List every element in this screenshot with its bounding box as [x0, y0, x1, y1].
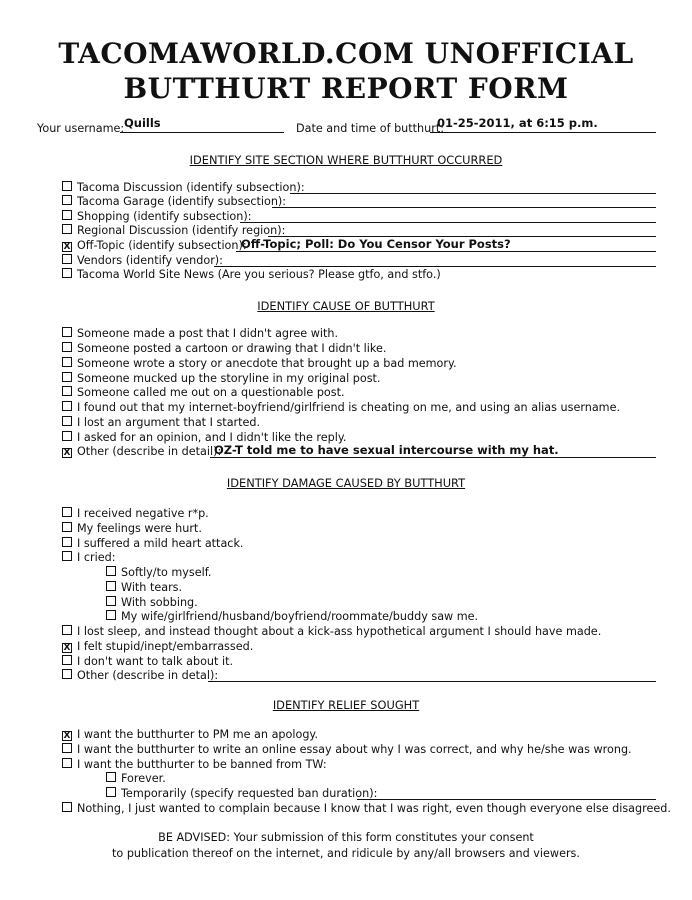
checkbox[interactable] — [62, 625, 72, 635]
checkbox[interactable] — [62, 268, 72, 278]
relief-option[interactable]: I want the butthurter to be banned from TW: — [62, 757, 658, 772]
tacoma-garage-line[interactable] — [272, 193, 656, 208]
checkbox[interactable] — [62, 758, 72, 768]
checkbox[interactable] — [62, 431, 72, 441]
checkbox[interactable] — [106, 581, 116, 591]
damage-suboption[interactable]: My wife/girlfriend/husband/boyfriend/roommate/buddy saw me. — [106, 609, 658, 624]
checkbox[interactable] — [106, 566, 116, 576]
checkbox[interactable] — [62, 522, 72, 532]
cause-option[interactable]: Someone wrote a story or anecdote that brought up a bad memory. — [62, 356, 658, 371]
checkbox[interactable] — [62, 254, 72, 264]
checkbox[interactable] — [62, 655, 72, 665]
regional-line[interactable] — [268, 222, 656, 237]
site-option-vendors[interactable]: Vendors (identify vendor): — [62, 253, 658, 268]
datetime-value: 01-25-2011, at 6:15 p.m. — [437, 116, 598, 130]
checkbox[interactable] — [62, 342, 72, 352]
damage-option[interactable]: I received negative r*p. — [62, 506, 658, 521]
site-option-shopping[interactable]: Shopping (identify subsection): — [62, 209, 658, 224]
username-value: Quills — [124, 116, 161, 130]
damage-suboption[interactable]: With sobbing. — [106, 595, 658, 610]
section-heading-site: IDENTIFY SITE SECTION WHERE BUTTHURT OCCURRED — [189, 153, 503, 167]
checkbox[interactable] — [62, 210, 72, 220]
checkbox[interactable] — [106, 596, 116, 606]
checkbox[interactable] — [106, 610, 116, 620]
advisory-line2: to publication thereof on the internet, and ridicule by any/all browsers and viewers. — [112, 847, 580, 860]
checkbox[interactable]: X — [63, 448, 71, 458]
checkbox[interactable] — [62, 416, 72, 426]
damage-option[interactable]: I cried: — [62, 550, 658, 565]
form-title-line1: TACOMAWORLD.COM UNOFFICIAL — [58, 37, 634, 70]
advisory-line1: BE ADVISED: Your submission of this form constitutes your consent — [158, 831, 534, 844]
checkbox[interactable] — [62, 195, 72, 205]
off-topic-value: Off-Topic; Poll: Do You Censor Your Posts? — [241, 237, 511, 251]
checkbox[interactable]: X — [63, 643, 71, 653]
checkbox[interactable] — [106, 787, 116, 797]
checkbox[interactable] — [62, 327, 72, 337]
section-heading-damage: IDENTIFY DAMAGE CAUSED BY BUTTHURT — [226, 476, 466, 490]
checkbox[interactable] — [62, 224, 72, 234]
form-title-line2: BUTTHURT REPORT FORM — [123, 72, 569, 105]
cause-option[interactable]: Someone called me out on a questionable post. — [62, 385, 658, 400]
damage-option[interactable]: I suffered a mild heart attack. — [62, 536, 658, 551]
cause-option[interactable]: Someone made a post that I didn't agree with. — [62, 326, 658, 341]
cause-option[interactable]: I found out that my internet-boyfriend/girlfriend is cheating on me, and using an alias username. — [62, 400, 658, 415]
site-option-tacoma-garage[interactable]: Tacoma Garage (identify subsection): — [62, 194, 658, 209]
damage-option[interactable]: I don't want to talk about it. — [62, 654, 658, 669]
checkbox[interactable] — [62, 507, 72, 517]
damage-option[interactable]: X I felt stupid/inept/embarrassed. — [63, 640, 254, 653]
checkbox[interactable] — [62, 181, 72, 191]
site-option-regional[interactable]: Regional Discussion (identify region): — [62, 223, 658, 238]
checkbox[interactable] — [62, 743, 72, 753]
section-heading-cause: IDENTIFY CAUSE OF BUTTHURT — [257, 299, 435, 313]
cause-option[interactable]: Someone mucked up the storyline in my original post. — [62, 371, 658, 386]
cause-other-value: OZ-T told me to have sexual intercourse with my hat. — [214, 443, 559, 457]
checkbox[interactable] — [62, 669, 72, 679]
tacoma-discussion-line[interactable] — [290, 179, 656, 194]
damage-option-other[interactable]: Other (describe in detal): — [62, 668, 658, 683]
username-label: Your username: — [37, 122, 125, 135]
ban-duration-line[interactable] — [357, 785, 656, 800]
damage-option[interactable]: I lost sleep, and instead thought about a kick-ass hypothetical argument I should have made. — [62, 624, 658, 639]
checkbox[interactable] — [62, 386, 72, 396]
advisory-lead: BE ADVISED: — [158, 831, 231, 844]
checkbox[interactable] — [106, 772, 116, 782]
checkbox[interactable] — [62, 802, 72, 812]
checkbox[interactable]: X — [63, 731, 71, 741]
damage-suboption[interactable]: With tears. — [106, 580, 658, 595]
relief-suboption[interactable]: Temporarily (specify requested ban duration): — [106, 786, 658, 801]
cause-option-other[interactable]: X Other (describe in detail): — [63, 445, 222, 458]
relief-option[interactable]: X I want the butthurter to PM me an apology. — [63, 728, 318, 741]
checkbox[interactable] — [62, 551, 72, 561]
checkbox[interactable] — [62, 372, 72, 382]
site-option-off-topic[interactable]: X Off-Topic (identify subsection): — [63, 239, 247, 252]
site-option-tacoma-discussion[interactable]: Tacoma Discussion (identify subsection): — [62, 180, 658, 195]
damage-other-line[interactable] — [208, 667, 656, 682]
cause-option[interactable]: I lost an argument that I started. — [62, 415, 658, 430]
relief-option[interactable]: Nothing, I just wanted to complain because I know that I was right, even though everyone else disagreed. — [62, 801, 658, 816]
damage-suboption[interactable]: Softly/to myself. — [106, 565, 658, 580]
relief-option[interactable]: I want the butthurter to write an online essay about why I was correct, and why he/she was wrong. — [62, 742, 658, 757]
checkbox[interactable] — [62, 401, 72, 411]
cause-option[interactable]: Someone posted a cartoon or drawing that I didn't like. — [62, 341, 658, 356]
datetime-label: Date and time of butthurt: — [296, 122, 444, 135]
cause-option[interactable]: I asked for an opinion, and I didn't like the reply. — [62, 430, 658, 445]
checkbox[interactable] — [62, 357, 72, 367]
site-option-site-news[interactable]: Tacoma World Site News (Are you serious? Please gtfo, and stfo.) — [62, 267, 658, 282]
relief-suboption[interactable]: Forever. — [106, 771, 658, 786]
shopping-line[interactable] — [240, 208, 656, 223]
checkbox[interactable] — [62, 537, 72, 547]
vendors-line[interactable] — [214, 252, 656, 267]
checkbox[interactable]: X — [63, 242, 71, 252]
damage-option[interactable]: My feelings were hurt. — [62, 521, 658, 536]
section-heading-relief: IDENTIFY RELIEF SOUGHT — [272, 698, 420, 712]
